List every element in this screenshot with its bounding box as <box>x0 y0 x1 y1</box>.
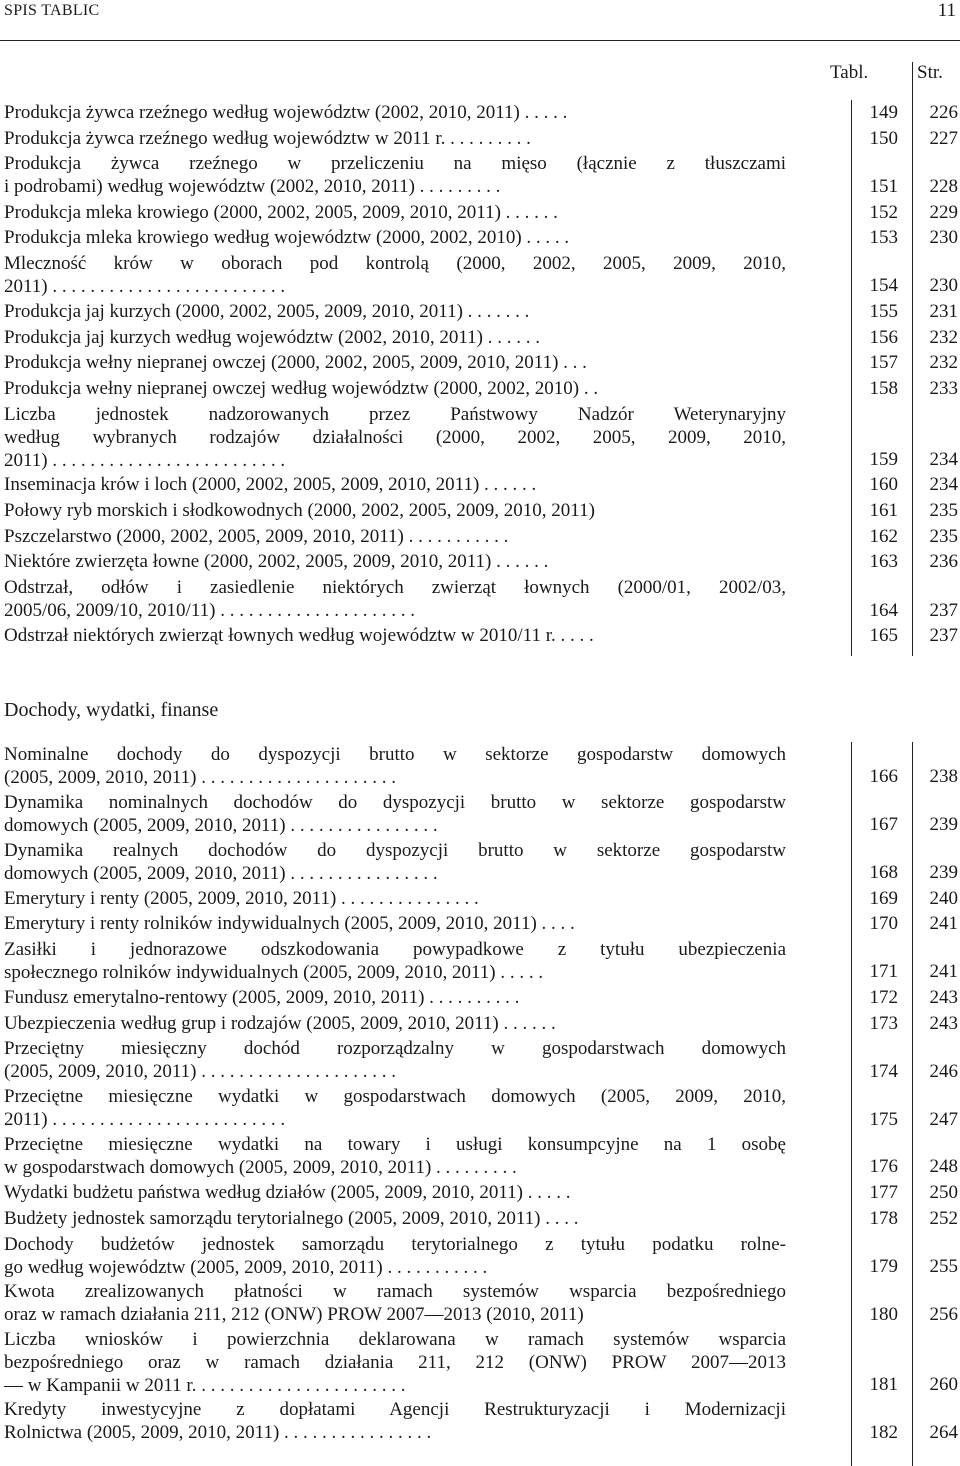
toc-entry-title-line: 2011) . . . . . . . . . . . . . . . . . . . . . . . . . <box>4 449 286 471</box>
toc-entry-title-line: Ubezpieczenia według grup i rodzajów (2005, 2009, 2010, 2011) . . . . . . <box>4 1012 556 1034</box>
toc-entry-title-line: Produkcja wełny niepranej owczej (2000, 2002, 2005, 2009, 2010, 2011) . . . <box>4 352 587 374</box>
toc-entry-title-line: Produkcja żywca rzeźnego według województw (2002, 2010, 2011) . . . . . <box>4 102 568 123</box>
toc-entry[interactable] <box>4 499 786 522</box>
page-ref-number: 243 <box>929 987 958 1008</box>
toc-entry-title-line: Liczba jednostek nadzorowanych przez Państwowy Nadzór Weterynaryjny <box>4 403 786 425</box>
page-ref-number: 237 <box>929 599 958 621</box>
page-number: 11 <box>937 0 956 21</box>
toc-entry-title-line: Nominalne dochody do dyspozycji brutto w sektorze gospodarstw domowych <box>4 744 786 765</box>
table-number: 155 <box>869 301 898 322</box>
table-number: 152 <box>869 201 898 223</box>
page-ref-number: 255 <box>929 1255 958 1277</box>
page-ref-number: 260 <box>929 1373 958 1395</box>
toc-entry[interactable] <box>4 839 786 885</box>
toc-entry-title-line: w gospodarstwach domowych (2005, 2009, 2010, 2011) . . . . . . . . . <box>4 1157 517 1179</box>
toc-entry-title-line: Odstrzał, odłów i zasiedlenie niektórych zwierząt łownych (2000/01, 2002/03, <box>4 577 786 599</box>
toc-entry[interactable] <box>4 1233 786 1279</box>
toc-entry[interactable] <box>4 743 786 789</box>
toc-entry-title-line: według wybranych rodzajów działalności (2000, 2002, 2005, 2009, 2010, <box>4 426 786 448</box>
toc-entry[interactable] <box>4 1133 786 1179</box>
table-number: 169 <box>869 887 898 909</box>
toc-entry[interactable] <box>4 1280 786 1326</box>
toc-entry[interactable] <box>4 403 786 472</box>
toc-entry-title-line: Mleczność krów w oborach pod kontrolą (2000, 2002, 2005, 2009, 2010, <box>4 252 786 274</box>
toc-entry[interactable] <box>4 550 786 573</box>
toc-entry[interactable] <box>4 226 786 249</box>
toc-entry-title-line: Dynamika nominalnych dochodów do dyspozycji brutto w sektorze gospodarstw <box>4 791 786 813</box>
toc-entry[interactable] <box>4 351 786 374</box>
toc-entry-title-line: Rolnictwa (2005, 2009, 2010, 2011) . . . . . . . . . . . . . . . . <box>4 1422 432 1444</box>
page-ref-number: 228 <box>929 175 958 197</box>
toc-entry-title-line: Emerytury i renty (2005, 2009, 2010, 2011) . . . . . . . . . . . . . . . <box>4 887 479 909</box>
toc-entry-title-line: Połowy ryb morskich i słodkowodnych (2000, 2002, 2005, 2009, 2010, 2011) <box>4 500 595 521</box>
toc-entry[interactable] <box>4 326 786 349</box>
page-ref-number: 250 <box>929 1182 958 1204</box>
toc-entry[interactable] <box>4 152 786 198</box>
page-ref-number: 231 <box>929 301 958 322</box>
table-number: 182 <box>869 1421 898 1443</box>
toc-entry-title-line: Przeciętny miesięczny dochód rozporządzalny w gospodarstwach domowych <box>4 1038 786 1060</box>
column-divider-tabl-section2 <box>851 742 852 1466</box>
toc-entry-title-line: Dochody budżetów jednostek samorządu terytorialnego z tytułu podatku rolne- <box>4 1233 786 1255</box>
table-number: 159 <box>869 448 898 470</box>
toc-entry[interactable] <box>4 101 786 124</box>
toc-entry[interactable] <box>4 1085 786 1131</box>
page-ref-number: 232 <box>929 352 958 374</box>
toc-entry-title-line: bezpośredniego oraz w ramach działania 211, 212 (ONW) PROW 2007—2013 <box>4 1352 786 1374</box>
column-header-tabl: Tabl. <box>830 62 869 83</box>
page-ref-number: 229 <box>929 201 958 223</box>
toc-entry-title-line: (2005, 2009, 2010, 2011) . . . . . . . . . . . . . . . . . . . . . <box>4 767 396 788</box>
page-ref-number: 239 <box>929 814 958 836</box>
toc-entry[interactable] <box>4 1012 786 1035</box>
column-divider-str-section1 <box>912 62 913 656</box>
toc-entry-title-line: Wydatki budżetu państwa według działów (2005, 2009, 2010, 2011) . . . . . <box>4 1182 571 1204</box>
page-ref-number: 237 <box>929 625 958 647</box>
table-number: 164 <box>869 599 898 621</box>
toc-entry[interactable] <box>4 1037 786 1083</box>
toc-entry-title-line: Kredyty inwestycyjne z dopłatami Agencji Restrukturyzacji i Modernizacji <box>4 1399 786 1421</box>
toc-entry-title-line: (2005, 2009, 2010, 2011) . . . . . . . . . . . . . . . . . . . . . <box>4 1061 396 1083</box>
toc-entry[interactable] <box>4 1181 786 1204</box>
toc-entry[interactable] <box>4 201 786 224</box>
toc-entry[interactable] <box>4 938 786 984</box>
toc-entry-title-line: Produkcja wełny niepranej owczej według województw (2000, 2002, 2010) . . <box>4 378 599 400</box>
section-heading: Dochody, wydatki, finanse <box>4 699 219 721</box>
toc-entry-title-line: Produkcja mleka krowiego według województw (2000, 2002, 2010) . . . . . <box>4 227 570 249</box>
toc-entry-title-line: — w Kampanii w 2011 r. . . . . . . . . . . . . . . . . . . . . . . <box>4 1375 406 1397</box>
table-number: 157 <box>869 352 898 374</box>
table-number: 170 <box>869 913 898 935</box>
table-number: 171 <box>869 961 898 983</box>
running-head-title: SPIS TABLIC <box>4 2 100 19</box>
table-number: 163 <box>869 551 898 573</box>
page-ref-number: 226 <box>929 102 958 123</box>
page-ref-number: 240 <box>929 887 958 909</box>
toc-entry[interactable] <box>4 525 786 548</box>
page-ref-number: 264 <box>929 1421 958 1443</box>
page-ref-number: 241 <box>929 961 958 983</box>
toc-entry-title-line: go według województw (2005, 2009, 2010, 2011) . . . . . . . . . . . <box>4 1256 488 1278</box>
page-ref-number: 256 <box>929 1303 958 1325</box>
toc-entry-title-line: Pszczelarstwo (2000, 2002, 2005, 2009, 2010, 2011) . . . . . . . . . . . <box>4 525 509 547</box>
toc-entry-title-line: Produkcja żywca rzeźnego w przeliczeniu na mięso (łącznie z tłuszczami <box>4 153 786 175</box>
toc-entry-title-line: i podrobami) według województw (2002, 2010, 2011) . . . . . . . . . <box>4 176 501 198</box>
running-head <box>0 0 960 22</box>
table-number: 149 <box>869 102 898 123</box>
toc-entry-title-line: społecznego rolników indywidualnych (2005, 2009, 2010, 2011) . . . . . <box>4 962 544 984</box>
toc-entry[interactable] <box>4 252 786 298</box>
table-number: 156 <box>869 326 898 348</box>
toc-entry-title-line: 2011) . . . . . . . . . . . . . . . . . . . . . . . . . <box>4 1109 286 1131</box>
table-number: 151 <box>869 175 898 197</box>
table-number: 176 <box>869 1156 898 1178</box>
toc-entry-title-line: Produkcja żywca rzeźnego według województw w 2011 r. . . . . . . . . . <box>4 127 531 149</box>
table-number: 165 <box>869 625 898 647</box>
toc-entry-title-line: Budżety jednostek samorządu terytorialnego (2005, 2009, 2010, 2011) . . . . <box>4 1207 579 1229</box>
toc-entry[interactable] <box>4 986 786 1009</box>
toc-entry[interactable] <box>4 1398 786 1444</box>
toc-entry[interactable] <box>4 912 786 935</box>
table-number: 154 <box>869 275 898 297</box>
page-ref-number: 230 <box>929 227 958 249</box>
toc-entry[interactable] <box>4 576 786 622</box>
toc-entry[interactable] <box>4 473 786 496</box>
toc-entry[interactable] <box>4 624 786 647</box>
table-number: 167 <box>869 814 898 836</box>
toc-entry-title-line: Liczba wniosków i powierzchnia deklarowana w ramach systemów wsparcia <box>4 1329 786 1351</box>
toc-entry[interactable] <box>4 1328 786 1397</box>
page-ref-number: 243 <box>929 1012 958 1034</box>
toc-entry[interactable] <box>4 1207 786 1230</box>
column-divider-str-section2 <box>912 742 913 1466</box>
toc-entry-title-line: Produkcja jaj kurzych (2000, 2002, 2005, 2009, 2010, 2011) . . . . . . . <box>4 301 530 322</box>
toc-entry-title-line: Odstrzał niektórych zwierząt łownych według województw w 2010/11 r. . . . . <box>4 625 594 647</box>
toc-entry-title-line: Produkcja mleka krowiego (2000, 2002, 2005, 2009, 2010, 2011) . . . . . . <box>4 201 558 223</box>
toc-entry-title-line: domowych (2005, 2009, 2010, 2011) . . . . . . . . . . . . . . . . <box>4 814 438 836</box>
toc-entry-title-line: Przeciętne miesięczne wydatki na towary i usługi konsumpcyjne na 1 osobę <box>4 1134 786 1156</box>
toc-entry-title-line: 2011) . . . . . . . . . . . . . . . . . . . . . . . . . <box>4 275 286 297</box>
page-ref-number: 248 <box>929 1156 958 1178</box>
table-number: 166 <box>869 766 898 788</box>
toc-entry-title-line: Fundusz emerytalno-rentowy (2005, 2009, 2010, 2011) . . . . . . . . . . <box>4 987 520 1008</box>
column-header-str: Str. <box>917 62 943 83</box>
table-number: 173 <box>869 1012 898 1034</box>
header-rule <box>0 40 960 41</box>
toc-entry-title-line: Inseminacja krów i loch (2000, 2002, 2005, 2009, 2010, 2011) . . . . . . <box>4 474 537 496</box>
toc-entry-title-line: oraz w ramach działania 211, 212 (ONW) PROW 2007—2013 (2010, 2011) <box>4 1304 584 1326</box>
table-number: 178 <box>869 1207 898 1229</box>
table-number: 172 <box>869 987 898 1008</box>
toc-entry[interactable] <box>4 377 786 400</box>
table-number: 181 <box>869 1373 898 1395</box>
table-number: 162 <box>869 525 898 547</box>
table-number: 150 <box>869 127 898 149</box>
page-ref-number: 233 <box>929 378 958 400</box>
page-ref-number: 235 <box>929 525 958 547</box>
table-number: 179 <box>869 1255 898 1277</box>
toc-entry-title-line: Produkcja jaj kurzych według województw (2002, 2010, 2011) . . . . . . <box>4 326 540 348</box>
page-ref-number: 252 <box>929 1207 958 1229</box>
toc-entry-title-line: Przeciętne miesięczne wydatki w gospodarstwach domowych (2005, 2009, 2010, <box>4 1086 786 1108</box>
page-ref-number: 232 <box>929 326 958 348</box>
page-ref-number: 235 <box>929 500 958 521</box>
toc-entry[interactable] <box>4 887 786 910</box>
table-number: 153 <box>869 227 898 249</box>
column-headers <box>0 62 960 86</box>
page-ref-number: 238 <box>929 766 958 788</box>
toc-entry-title-line: 2005/06, 2009/10, 2010/11) . . . . . . . . . . . . . . . . . . . . . <box>4 600 415 622</box>
table-number: 177 <box>869 1182 898 1204</box>
column-divider-tabl-section1 <box>851 100 852 656</box>
table-number: 175 <box>869 1108 898 1130</box>
toc-entry-title-line: Dynamika realnych dochodów do dyspozycji brutto w sektorze gospodarstw <box>4 839 786 861</box>
table-number: 174 <box>869 1060 898 1082</box>
table-number: 160 <box>869 474 898 496</box>
toc-entry-title-line: Emerytury i renty rolników indywidualnych (2005, 2009, 2010, 2011) . . . . <box>4 913 575 935</box>
page-ref-number: 246 <box>929 1060 958 1082</box>
toc-entry[interactable] <box>4 127 786 150</box>
table-number: 158 <box>869 378 898 400</box>
toc-entry-title-line: Zasiłki i jednorazowe odszkodowania powypadkowe z tytułu ubezpieczenia <box>4 939 786 961</box>
toc-entry-title-line: Niektóre zwierzęta łowne (2000, 2002, 2005, 2009, 2010, 2011) . . . . . . <box>4 551 549 573</box>
page-ref-number: 227 <box>929 127 958 149</box>
table-number: 168 <box>869 862 898 883</box>
page-ref-number: 236 <box>929 551 958 573</box>
page-ref-number: 234 <box>929 448 958 470</box>
page-ref-number: 247 <box>929 1108 958 1130</box>
page-ref-number: 234 <box>929 474 958 496</box>
page-ref-number: 230 <box>929 275 958 297</box>
toc-entry-title-line: Kwota zrealizowanych płatności w ramach systemów wsparcia bezpośredniego <box>4 1281 786 1303</box>
toc-entry[interactable] <box>4 791 786 837</box>
toc-entry-title-line: domowych (2005, 2009, 2010, 2011) . . . . . . . . . . . . . . . . <box>4 862 438 884</box>
page-ref-number: 241 <box>929 913 958 935</box>
table-number: 180 <box>869 1303 898 1325</box>
toc-entry[interactable] <box>4 300 786 323</box>
table-number: 161 <box>869 500 898 521</box>
page-ref-number: 239 <box>929 862 958 883</box>
